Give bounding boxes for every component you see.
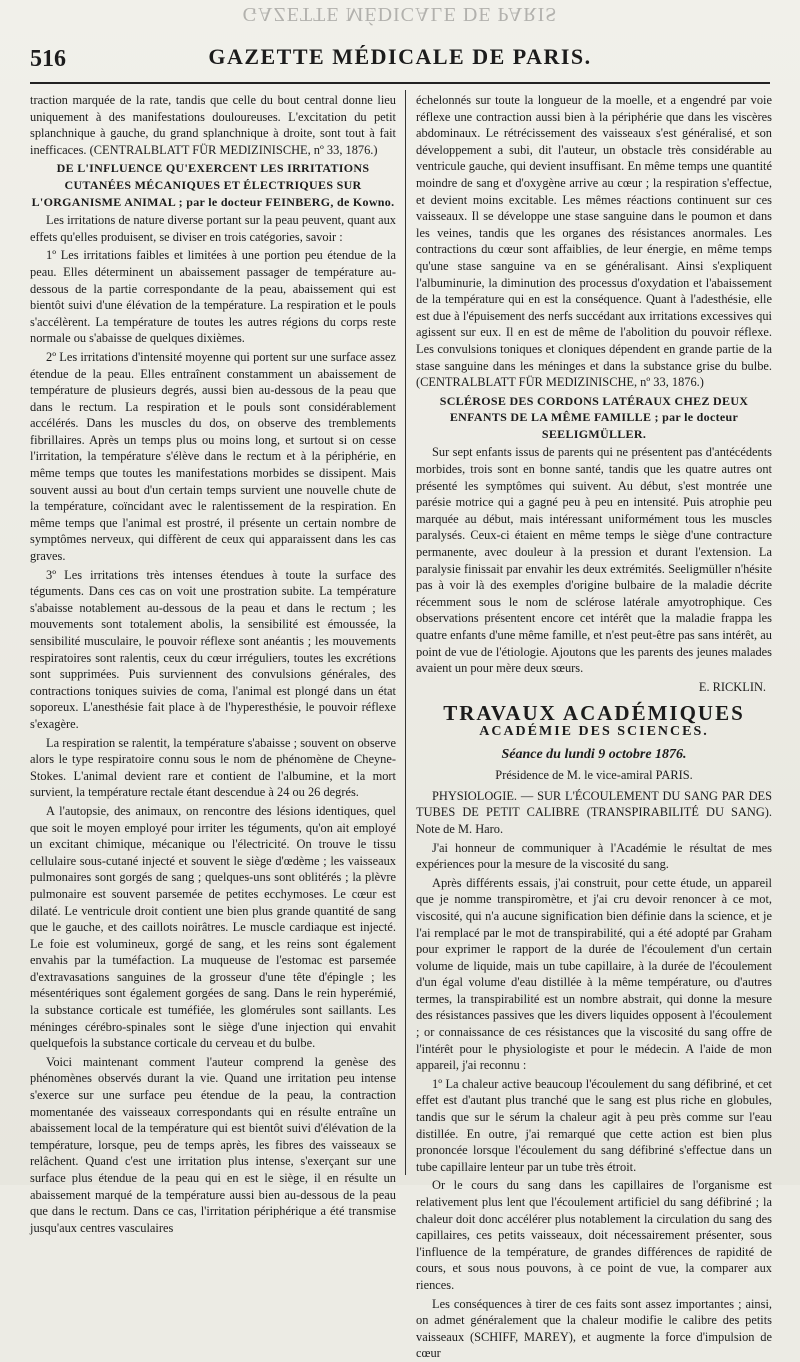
paragraph: 1º Les irritations faibles et limitées à une portion peu étendue de la peau. Elles déterminent un abaissement passager de température au-dessous de la partie correspondante de la peau, abaissement qui est bientôt suivi d'une élévation de la température. La respiration et le pouls s'accélèrent. La température de toutes les autres régions du corps reste normale ou s'abaisse de quelques dixièmes. [30,248,396,346]
paragraph: J'ai honneur de communiquer à l'Académie le résultat de mes expériences pour la mesure de la viscosité du sang. [416,840,772,872]
paragraph: échelonnés sur toute la longueur de la moelle, et a engendré par voie réflexe une contraction aussi bien à la périphérie que dans les viscères abdominaux. Le rétrécissement des vaisseaux s'est généralisé, et son développement a subi, dit l'auteur, un obstacle très considérable au ventricule gauche, qui devient insuffisant. En même temps une quantité moindre de sang et d'oxygène arrive au cœur ; la respiration s'effectue, et devient moins excitable. Les mêmes réactions continuent sur ces vaisseaux. Il se développe une stase sanguine dans le poumon et dans les veines, tandis que les organes des résistances anormales. Les contractions du cœur sont affaiblies, de leur énergie, en même temps qu'une stase sanguine va en se généralisant. Ainsi s'expliquent l'albuminurie, la diminution des processus d'oxydation et l'abaissement de la température qui en est la conséquence. Quant à l'adesthésie, elle est due à l'épuisement des nerfs succédant aux irritations excessives qui agissent sur eux. Il en est de même de l'abolition du pouvoir réflexe. Les convulsions toniques et cloniques dépendent en grande partie de la stase sanguine dans les méninges et dans la substance grise du bulbe. (CENTRALBLATT FÜR MEDIZINISCHE, nº 33, 1876.) [416,93,772,390]
right-column [416,92,772,1361]
section-subheading: ACADÉMIE DES SCIENCES. [479,723,709,739]
left-column [30,92,396,1235]
bleed-through-header [40,2,760,25]
author-signature: E. RICKLIN. [698,679,766,694]
paragraph: 1º La chaleur active beaucoup l'écoulement du sang défibriné, et cet effet est d'autant plus tranché que le sang est plus riche en globules, tandis que sur le sérum la chaleur agit à peu près comme sur l'eau distillée. En outre, j'ai remarqué que cette action est bien plus prononcée lorsque l'écoulement du sang défibriné s'effectue dans un tube capillaire lenteur par un tube très étroit. [416,1076,772,1174]
paragraph: A l'autopsie, des animaux, on rencontre des lésions identiques, quel que soit le moyen employé pour irriter les téguments, qu'on ait employé un excitant chimique, mécanique ou l'électricité. On trouve le tissu cellulaire sous-cutané injecté et souvent le siège d'œdème ; les vaisseaux pulmonaires sont gorgés de sang ; quelques-uns sont oblitérés ; la plèvre pulmonaire est souvent parsemée de petites ecchymoses. Le cœur est dilaté. Le ventricule droit contient une bien plus grande quantité de sang que le gauche, et des caillots noirâtres. Le muscle cardiaque est injecté. Le foie est volumineux, gorgé de sang, et les reins sont également envahis par la tuméfaction. La muqueuse de l'estomac est parsemée d'extravasations sanguines de la grosseur d'une tête d'épingle ; les mésentériques sont également gorgées de sang. Dans le rein hyperémié, la substance corticale est tuméfiée, les glomérules sont saillants. Les méninges cérébro-spinales sont le siège d'une injection qui envahit quelquefois la substance corticale du cerveau et du bulbe. [30,803,396,1051]
page-number: 516 [30,46,66,72]
page-header [30,38,770,80]
article-title: SCLÉROSE DES CORDONS LATÉRAUX CHEZ DEUX ENFANTS DE LA MÊME FAMILLE ; par le docteur SEELIGMÜLLER. [439,393,749,441]
presidence-line: Présidence de M. le vice-amiral PARIS. [495,768,693,783]
header-rule [30,82,770,84]
paragraph: 2º Les irritations d'intensité moyenne qui portent sur une surface assez étendue de la peau. Elles entraînent constamment un abaissement de température de plusieurs degrés, aussi bien au-dessous de la peau que dans le rectum. La respiration et le pouls sont considérablement accélérés. Dans les muscles du dos, on observe des tremblements fibrillaires. Après un temps plus ou moins long, et surtout si on cesse l'irritation, la température s'élève dans le rectum et à la périphérie, en même temps que toutes les manifestations morbides se dissipent. Mais souvent aussi au bout d'un certain temps survient une nouvelle chute de la température, coïncidant avec le ralentissement de la respiration. En même temps que l'animal est prostré, il présente un certain nombre de symptômes nerveux, qui diffèrent de ceux qui apparaissent dans les cas graves. [30,349,396,564]
running-title: GAZETTE MÉDICALE DE PARIS. [208,44,592,69]
section-heading: TRAVAUX ACADÉMIQUES [443,701,745,726]
paragraph: 3º Les irritations très intenses étendues à toute la surface des téguments. Dans ces cas on voit une prostration subite. La température s'abaisse notablement au-dessous de la peau et dans le rectum ; les mouvements sont totalement abolis, la sensibilité est émoussée, la sensibilité musculaire, le pouvoir réflexe sont anéantis ; les mouvements respiratoires sont ralentis, ceux du cœur irréguliers, toutes les excrétions sont supprimées. Puis surviennent des convulsions générales, des contractions toniques suivies de coma, l'animal est plongé dans un état soporeux. L'anesthésie fait place à de l'hyperesthésie, le pouvoir réflexe s'exagère. [30,567,396,731]
paragraph: Sur sept enfants issus de parents qui ne présentent pas d'antécédents morbides, trois sont en bonne santé, tandis que les quatre autres ont présenté les symptômes qui suivent. Au début, s'est montrée une parésie motrice qui a gagné peu à peu en intensité. Puis atrophie peu marquée au début, mais intéressant uniformément tous les muscles paralysés. Ceux-ci étaient en même temps le siège d'une contracture permanente, avec douleur à la pression et durant l'extension. La paralysie finissait par envahir les deux extrémités. Seeligmüller n'hésite pas à voir là des exemples d'origine bulbaire de la maladie décrite récemment sous le nom de sclérose latérale amyotrophique. Ces observations présentent encore cet intérêt que la maladie frappa les quatre enfants d'une même famille, et n'est peut-être pas sans intérêt, au point de vue de l'étiologie. Ajoutons que les parents des jeunes malades avaient un pour mère deux sœurs. [416,445,772,676]
paragraph: Après différents essais, j'ai construit, pour cette étude, un appareil que je nomme transpiromètre, et j'ai cru devoir renoncer à ce mot, viscosité, qui n'a aucune signification bien définie dans la science, et je l'ai remplacé par le mot de transpirabilité, qui a été adopté par Graham pour exprimer le rapport de la durée de l'écoulement d'un certain volume de liquide, mais un tube capillaire, à la durée de l'écoulement d'un égal volume d'eau distillée à la même température, ou d'autres termes, la transpirabilité est un nombre abstrait, qui donne la mesure des résistances passives que les divers liquides opposent à l'écoulement ; or connaissance de ces résistances que la viscosité du sang offre de l'intérêt pour le physiologiste et pour le médecin. A l'aide de mon appareil, j'ai reconnu : [416,875,772,1073]
paragraph: Les conséquences à tirer de ces faits sont assez importantes ; ainsi, on admet généralement que la chaleur modifie le calibre des petits vaisseaux (SCHIFF, MAREY), et augmente la force d'impulsion de cœur [416,1296,772,1361]
paragraph: Les irritations de nature diverse portant sur la peau peuvent, quant aux effets qu'elles produisent, se diviser en trois catégories, savoir : [30,213,396,244]
session-heading: Séance du lundi 9 octobre 1876. [501,746,687,762]
paragraph: traction marquée de la rate, tandis que celle du bout central donne lieu uniquement à des manifestations douloureuses. L'excitation du petit splanchnique à gauche, du grand splanchnique à droite, sont tout à fait inefficaces. (CENTRALBLATT FÜR MEDIZINISCHE, nº 33, 1876.) [30,93,396,157]
article-title: DE L'INFLUENCE QU'EXERCENT LES IRRITATIONS CUTANÉES MÉCANIQUES ET ÉLECTRIQUES SUR L'ORGANISME ANIMAL ; par le docteur FEINBERG, de Kowno. [31,161,395,209]
paragraph: La respiration se ralentit, la température s'abaisse ; souvent on observe alors le type respiratoire connu sous le nom de phénomène de Cheyne-Stokes. L'animal devient rare et contient de l'albumine, et la mort survient, la température rectale étant descendue à 24 ou 26 degrés. [30,735,396,800]
paragraph: PHYSIOLOGIE. — SUR L'ÉCOULEMENT DU SANG PAR DES TUBES DE PETIT CALIBRE (TRANSPIRABILITÉ DU SANG). Note de M. Haro. [416,788,772,836]
paragraph: Voici maintenant comment l'auteur comprend la genèse des phénomènes observés durant la vie. Quand une irritation peu intense s'exerce sur une surface peu étendue de la peau, la contraction momentanée des vaisseaux correspondants qui en résulte entraîne un abaissement local de la température qui est bientôt suivi d'élévation de la température, lorsque, peu de temps après, les fibres des vaisseaux se relâchent. Quand c'est une irritation plus intense, s'exerçant sur une surface plus étendue de la peau qui en est le siège, il en résulte un abaissement marqué de la température aussi bien au-dessous de la peau que dans le rectum. Dans ce cas, l'irritation périphérique a été transmise jusqu'aux centres vasculaires [30,1054,396,1235]
bleed-through-title: GAZETTE MÉDICALE DE PARIS [242,3,558,25]
paragraph: Or le cours du sang dans les capillaires de l'organisme est relativement plus lent que l'écoulement artificiel du sang défibriné ; la chaleur doit donc accélérer plus notablement la circulation du sang des capillaires, ces petits vaisseaux, doit nécessairement présenter, sous l'influence de la température, de grandes différences de rapidité de cours, et sous nous pouvons, à ce point de vue, la comparer aux riences. [416,1178,772,1292]
column-divider [405,90,406,1175]
